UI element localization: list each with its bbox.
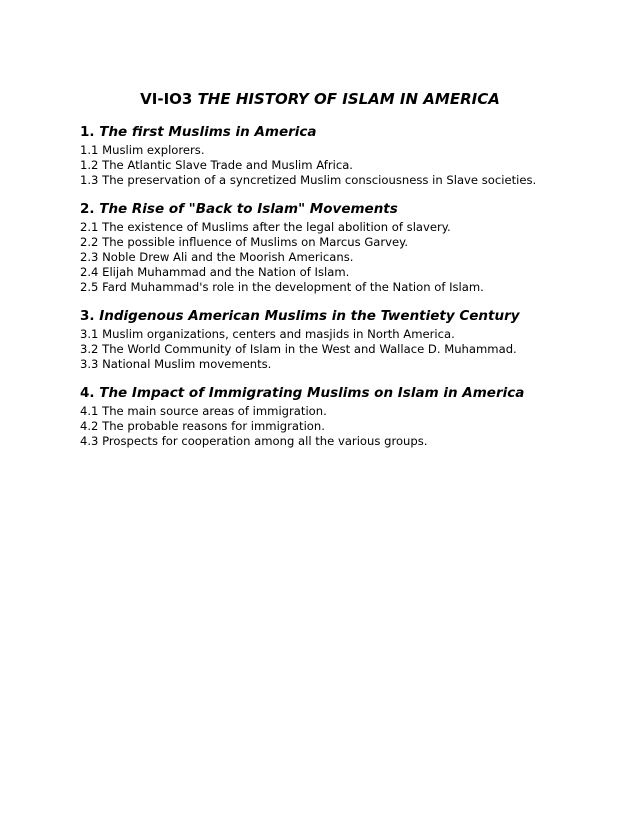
list-item: 1.2 The Atlantic Slave Trade and Muslim Africa. (80, 158, 353, 172)
section-heading (80, 385, 560, 401)
section-heading-text: The first Muslims in America (99, 124, 317, 140)
list-item: 2.5 Fard Muhammad's role in the development of the Nation of Islam. (80, 280, 484, 294)
section-heading (80, 201, 560, 217)
list-item: 1.3 The preservation of a syncretized Muslim consciousness in Slave societies. (80, 173, 537, 187)
section-heading (80, 124, 560, 140)
section-heading (80, 308, 560, 324)
list-item: 4.3 Prospects for cooperation among all the various groups. (80, 434, 428, 448)
section-item-list (80, 404, 560, 449)
list-item: 2.2 The possible influence of Muslims on Marcus Garvey. (80, 235, 409, 249)
section-item-list (80, 220, 560, 295)
section-number: 4. (80, 385, 95, 401)
section-3 (80, 308, 560, 372)
list-item: 2.3 Noble Drew Ali and the Moorish Americans. (80, 250, 354, 264)
document-title (80, 90, 560, 108)
section-heading-text: The Rise of "Back to Islam" Movements (99, 201, 398, 217)
list-item: 2.4 Elijah Muhammad and the Nation of Islam. (80, 265, 350, 279)
list-item: 4.1 The main source areas of immigration. (80, 404, 327, 418)
section-item-list (80, 327, 560, 372)
document-title-text: THE HISTORY OF ISLAM IN AMERICA (197, 90, 500, 108)
section-number: 3. (80, 308, 95, 324)
section-heading-text: The Impact of Immigrating Muslims on Islam in America (99, 385, 525, 401)
section-2 (80, 201, 560, 295)
section-number: 2. (80, 201, 95, 217)
list-item: 4.2 The probable reasons for immigration. (80, 419, 325, 433)
section-number: 1. (80, 124, 95, 140)
section-1 (80, 124, 560, 188)
section-heading-text: Indigenous American Muslims in the Twentiety Century (99, 308, 520, 324)
list-item: 2.1 The existence of Muslims after the legal abolition of slavery. (80, 220, 451, 234)
list-item: 1.1 Muslim explorers. (80, 143, 205, 157)
list-item: 3.3 National Muslim movements. (80, 357, 272, 371)
section-item-list (80, 143, 560, 188)
list-item: 3.2 The World Community of Islam in the West and Wallace D. Muhammad. (80, 342, 517, 356)
document-code: VI-IO3 (140, 90, 193, 108)
document-page (80, 90, 560, 462)
section-4 (80, 385, 560, 449)
list-item: 3.1 Muslim organizations, centers and masjids in North America. (80, 327, 455, 341)
